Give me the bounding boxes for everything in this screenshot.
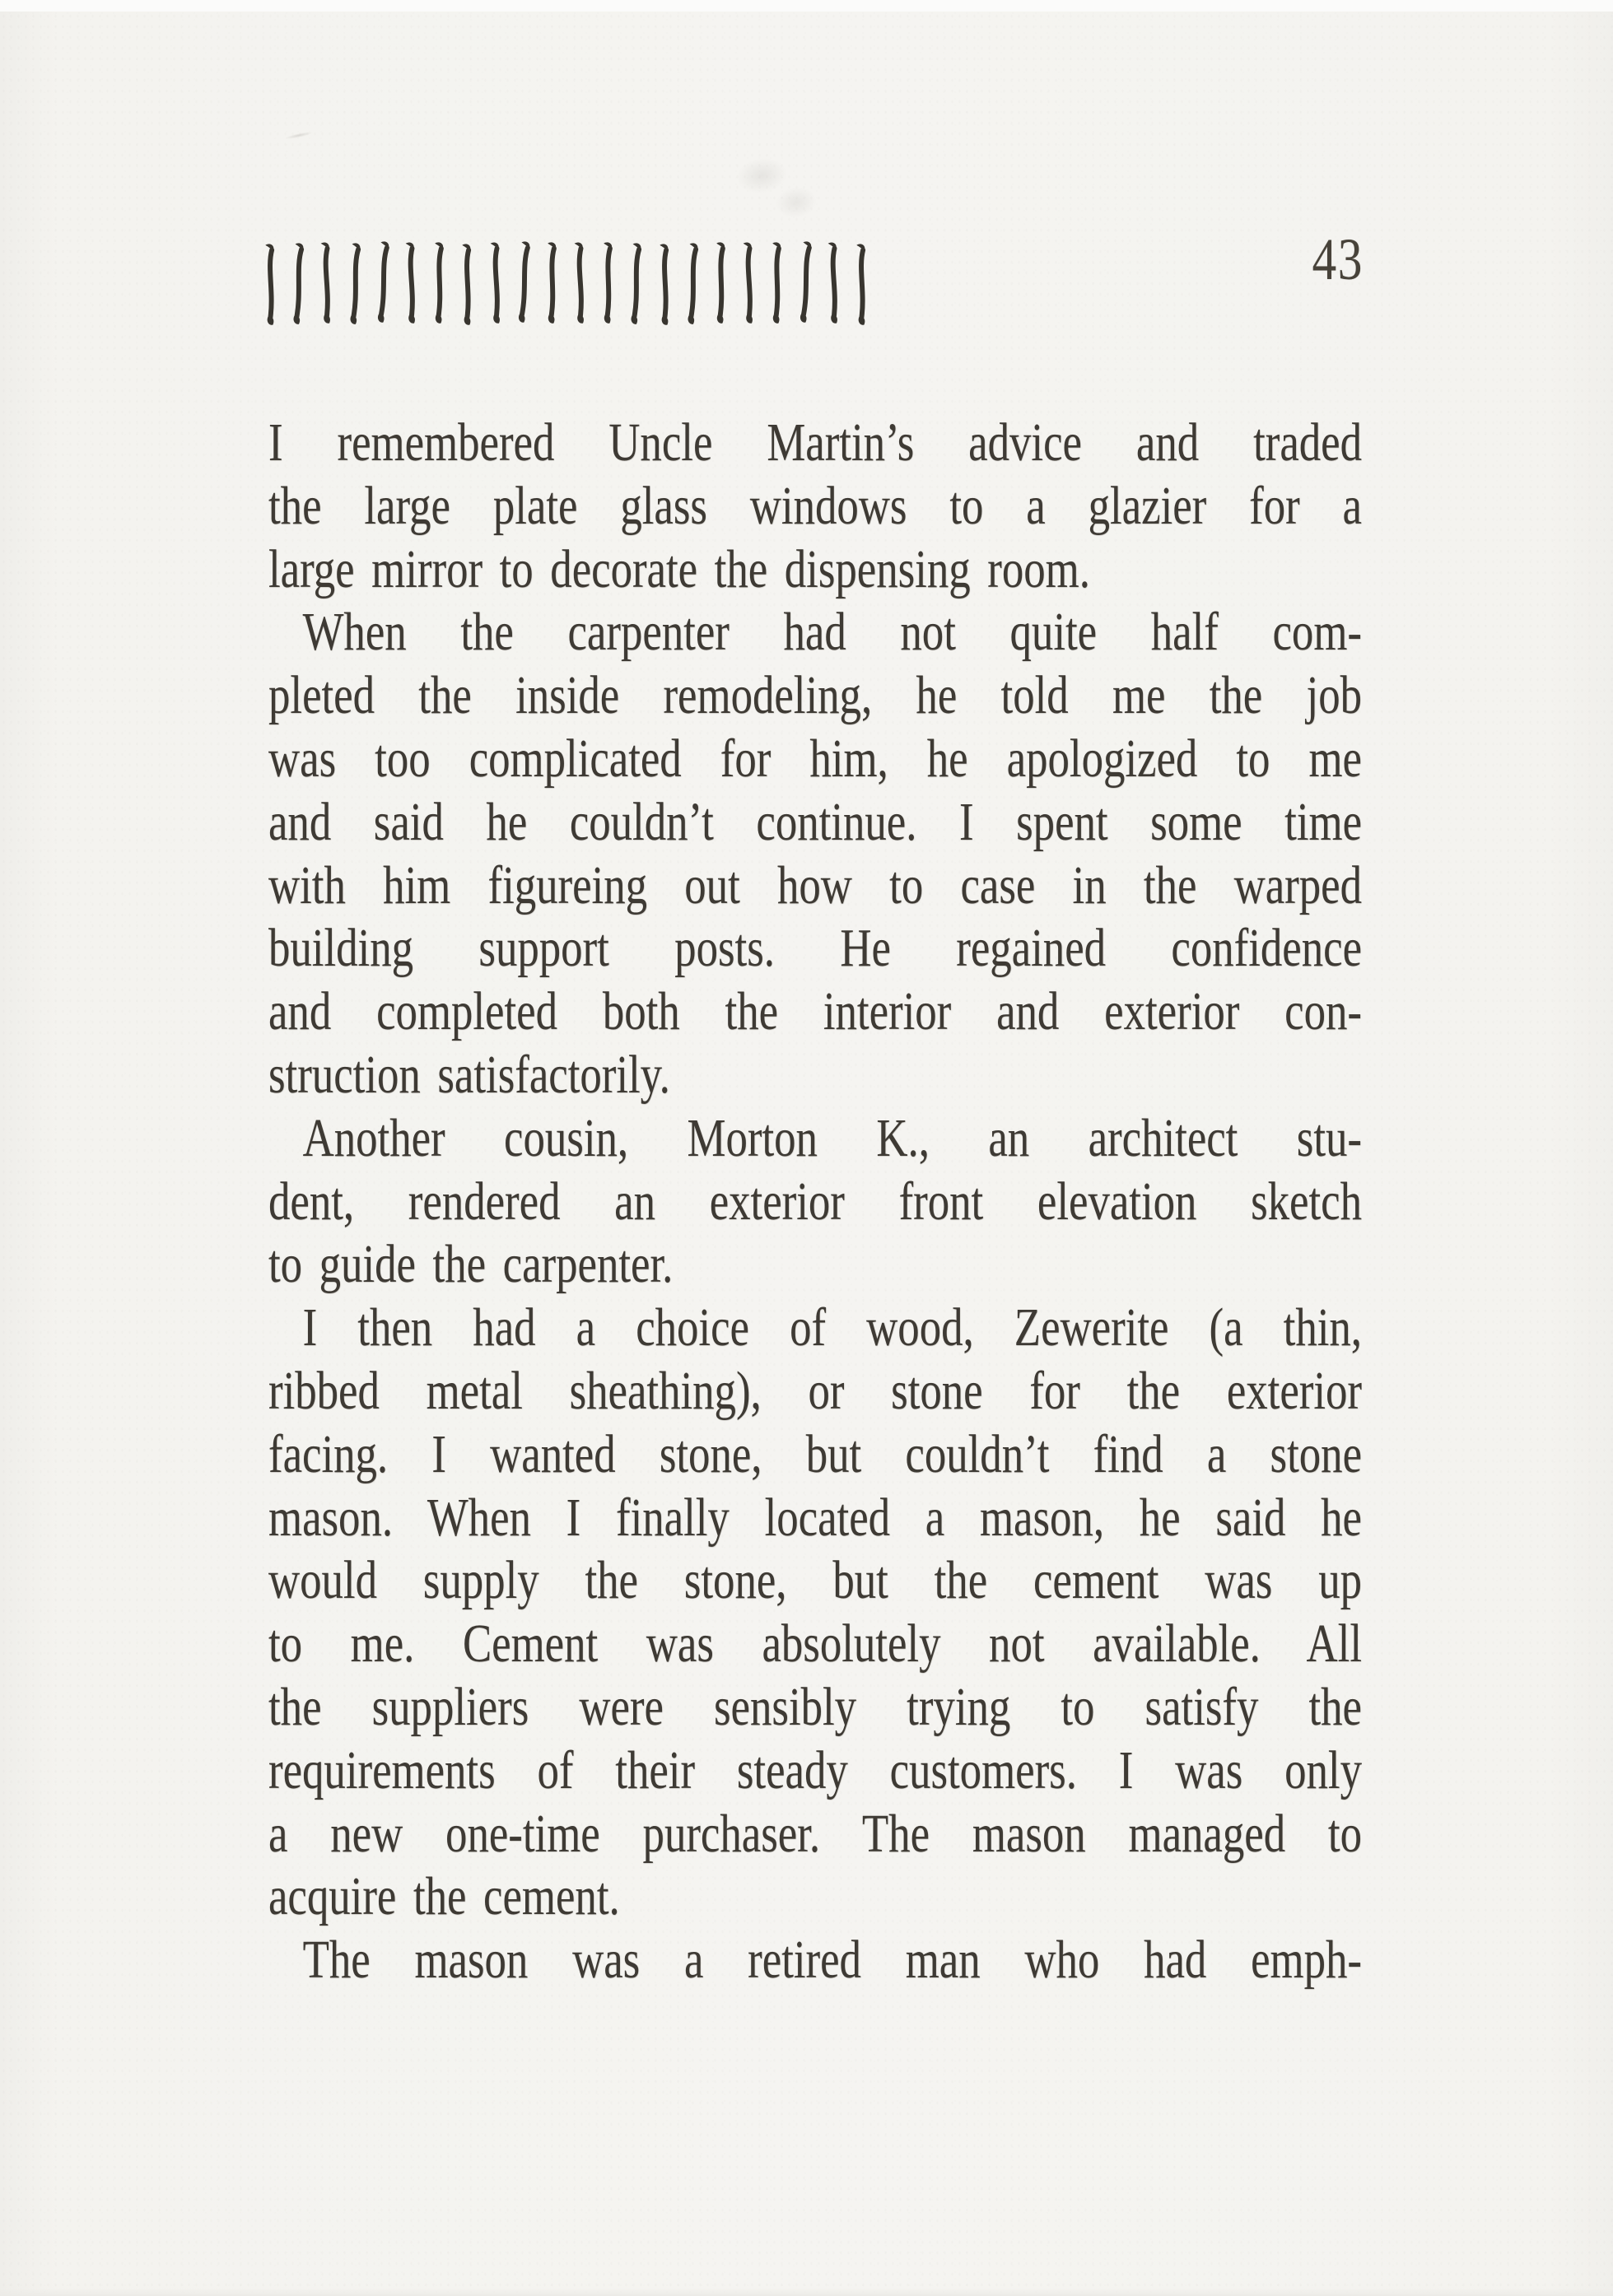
text-line: and said he couldn’t continue. I spent some time [268,791,1362,852]
squiggle-ornament-icon [288,239,310,330]
text-line: to me. Cement was absolutely not available. All [268,1614,1362,1674]
squiggle-ornament-icon [711,238,730,328]
scan-smudge [730,140,836,235]
text-line: the large plate glass windows to a glazier for a [268,475,1362,536]
text-line: ribbed metal sheathing), or stone for the exterior [268,1360,1362,1421]
squiggle-ornament-icon [344,239,366,330]
pencil-mark [285,131,313,141]
squiggle-ornament-icon [626,239,647,330]
text-line: I remembered Uncle Martin’s advice and traded [268,412,1362,473]
text-line: facing. I wanted stone, but couldn’t find a stone [268,1423,1362,1484]
squiggle-ornament-icon [512,237,535,328]
squiggle-ornament-icon [767,238,786,328]
text-line: pleted the inside remodeling, he told me the job [268,665,1362,726]
squiggle-ornament-icon [599,238,618,328]
squiggle-ornament-icon [794,237,817,328]
squiggle-ornament-icon [260,240,281,330]
body-text-block [268,412,1362,1992]
squiggle-ornament-icon [543,238,562,328]
squiggle-ornament-icon [851,240,872,330]
text-line: large mirror to decorate the dispensing room. [268,538,1090,599]
squiggle-ornament-icon [485,238,507,329]
text-line: requirements of their steady customers. I was only [268,1739,1362,1800]
text-line: was too complicated for him, he apologized to me [268,728,1362,789]
squiggle-ornament-icon [569,238,591,329]
page-number: 43 [1312,226,1364,292]
text-line: and completed both the interior and exterior con- [268,981,1362,1042]
text-line: building support posts. He regained confidence [268,918,1362,979]
text-line: dent, rendered an exterior front elevation sketch [268,1171,1362,1232]
text-line: mason. When I finally located a mason, he said he [268,1487,1362,1548]
squiggle-ornament-icon [400,238,422,329]
text-line: Another cousin, Morton K., an architect stu- [302,1107,1362,1168]
text-line: to guide the carpenter. [268,1234,674,1295]
text-line: When the carpenter had not quite half com- [302,602,1362,663]
text-line: the suppliers were sensibly trying to satisfy the [268,1676,1362,1737]
text-line: struction satisfactorily. [268,1044,670,1105]
text-line: a new one-time purchaser. The mason managed to [268,1803,1362,1864]
scan-edge-bottom [0,2288,1613,2296]
text-line: I then had a choice of wood, Zewerite (a thin, [302,1297,1362,1358]
header-ornament-row [261,238,871,328]
squiggle-ornament-icon [430,238,449,328]
text-line: acquire the cement. [268,1866,620,1927]
text-line: would supply the stone, but the cement was up [268,1550,1362,1611]
squiggle-ornament-icon [682,239,703,330]
squiggle-ornament-icon [316,238,338,329]
squiggle-ornament-icon [457,240,478,330]
text-line: with him figureing out how to case in the warped [268,855,1362,915]
squiggle-ornament-icon [738,238,760,329]
squiggle-ornament-icon [823,238,845,329]
text-line: The mason was a retired man who had emph- [302,1930,1362,1991]
squiggle-ornament-icon [655,240,675,330]
squiggle-ornament-icon [371,237,394,328]
scan-edge-top [0,0,1613,12]
